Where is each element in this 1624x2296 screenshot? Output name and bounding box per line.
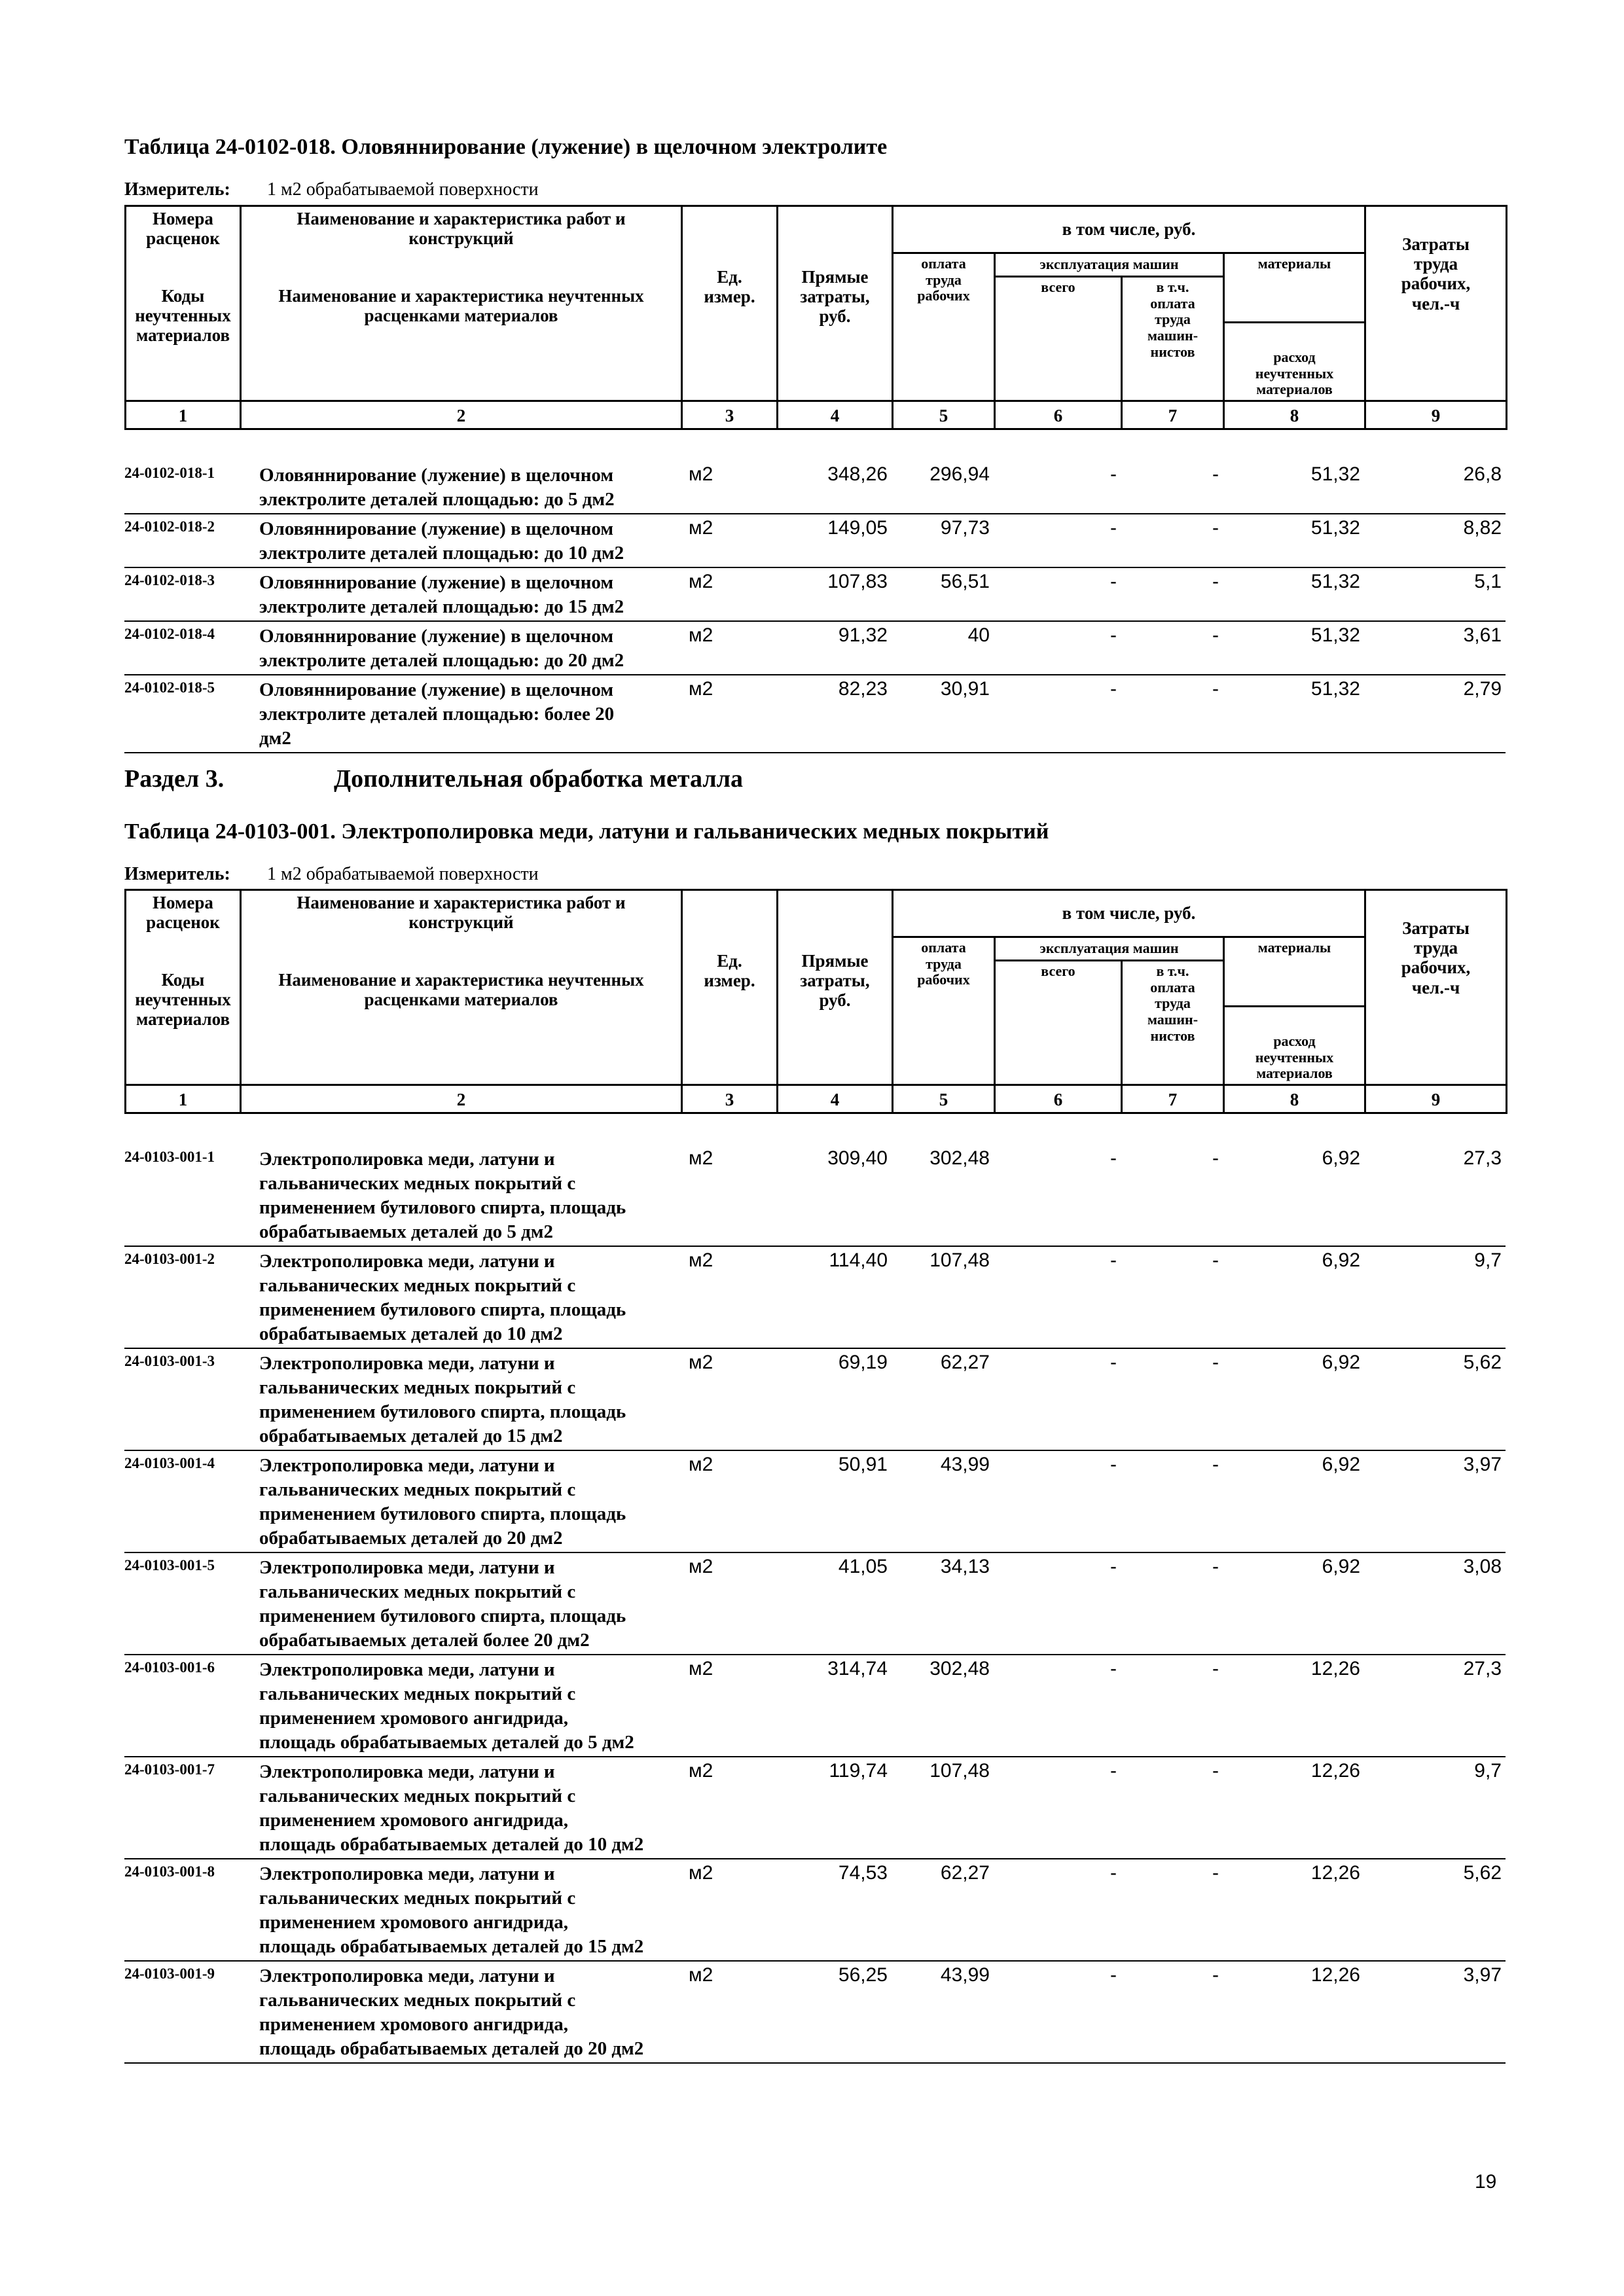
row-name-line: гальванических медных покрытий с [259,1173,576,1194]
hdr-materialy: материалы [1224,253,1365,323]
row-name-line: площадь обрабатываемых деталей до 15 дм2 [259,1936,644,1957]
row-name [240,1450,681,1552]
row-machinists-cost: - [1121,1552,1223,1655]
row-machinists-cost: - [1121,675,1223,753]
row-code: 24-0103-001-8 [124,1859,240,1961]
hdr-rashod: расход неучтенных материалов [1224,1007,1365,1085]
row-name-line: гальванических медных покрытий с [259,1683,576,1704]
row-labor-cost: 302,48 [892,1655,994,1757]
row-name-line: электролите деталей площадью: до 5 дм2 [259,489,615,510]
row-name-line: электролите деталей площадью: до 10 дм2 [259,543,624,564]
row-labor-cost: 107,48 [892,1246,994,1348]
row-machinists-cost: - [1121,1961,1223,2063]
row-name-line: применением хромового ангидрида, [259,1810,568,1831]
row-labor-cost: 43,99 [892,1450,994,1552]
table2-body [124,1145,1506,2064]
table2-measurer [124,864,539,885]
row-unit: м2 [681,1961,776,2063]
row-name-line: Электрополировка меди, латуни и [259,1251,555,1272]
hdr-col-numbers: 1 2 3 4 5 6 7 8 9 [126,1085,1507,1113]
hdr-direct: Прямые затраты, руб. [778,890,893,1085]
row-unit: м2 [681,1552,776,1655]
row-name-line: применением бутилового спирта, площадь [259,1605,626,1626]
measurer-value: 1 м2 обрабатываемой поверхности [267,179,539,200]
row-labor-hours: 5,62 [1364,1859,1506,1961]
row-unit: м2 [681,514,776,567]
row-materials-cost: 51,32 [1223,461,1364,514]
row-machines-cost: - [994,621,1121,675]
row-code: 24-0102-018-1 [124,461,240,514]
row-labor-hours: 8,82 [1364,514,1506,567]
row-unit: м2 [681,675,776,753]
table1-measurer [124,179,539,200]
hdr-materialy: материалы [1224,937,1365,1007]
row-labor-hours: 27,3 [1364,1145,1506,1246]
table-row [124,567,1506,621]
row-labor-hours: 5,1 [1364,567,1506,621]
row-machines-cost: - [994,1859,1121,1961]
hdr-nomera: Номера расценок [126,890,241,937]
row-name [240,621,681,675]
hdr-zatraty: Затраты труда рабочих, чел.-ч [1365,206,1507,401]
row-name-line: площадь обрабатываемых деталей до 20 дм2 [259,2038,644,2059]
row-unit: м2 [681,1246,776,1348]
table1-title: Таблица 24-0102-018. Оловяннирование (лужение) в щелочном электролите [124,135,888,159]
row-labor-cost: 296,94 [892,461,994,514]
row-name-line: Электрополировка меди, латуни и [259,1149,555,1170]
row-name [240,1859,681,1961]
row-name-line: применением хромового ангидрида, [259,2014,568,2035]
row-machinists-cost: - [1121,621,1223,675]
table-row [124,1552,1506,1655]
row-labor-hours: 3,08 [1364,1552,1506,1655]
hdr-naim-mat: Наименование и характеристика неучтенных расценками материалов [241,937,682,1085]
table1-header [124,205,1507,430]
row-code: 24-0103-001-9 [124,1961,240,2063]
row-name-line: гальванических медных покрытий с [259,1275,576,1296]
row-machines-cost: - [994,675,1121,753]
row-name-line: Электрополировка меди, латуни и [259,1659,555,1680]
row-direct-cost: 149,05 [776,514,892,567]
row-direct-cost: 314,74 [776,1655,892,1757]
table-row [124,675,1506,753]
row-unit: м2 [681,1348,776,1450]
row-machines-cost: - [994,1655,1121,1757]
row-name [240,1655,681,1757]
hdr-unit: Ед. измер. [682,206,778,401]
table-row [124,1655,1506,1757]
table1-body [124,461,1506,753]
row-name-line: применением бутилового спирта, площадь [259,1197,626,1218]
row-name-line: Оловяннирование (лужение) в щелочном [259,679,614,700]
row-materials-cost: 12,26 [1223,1961,1364,2063]
row-name-line: Оловяннирование (лужение) в щелочном [259,572,614,593]
row-code: 24-0102-018-3 [124,567,240,621]
row-code: 24-0102-018-2 [124,514,240,567]
hdr-kody: Коды неучтенных материалов [126,937,241,1085]
row-labor-hours: 27,3 [1364,1655,1506,1757]
row-name-line: Электрополировка меди, латуни и [259,1761,555,1782]
row-unit: м2 [681,1859,776,1961]
row-name-line: гальванических медных покрытий с [259,1990,576,2011]
row-machinists-cost: - [1121,1348,1223,1450]
row-name-line: обрабатываемых деталей более 20 дм2 [259,1630,590,1651]
row-labor-cost: 43,99 [892,1961,994,2063]
row-direct-cost: 114,40 [776,1246,892,1348]
hdr-ekspl: эксплуатация машин [995,253,1224,277]
row-name [240,675,681,753]
row-labor-hours: 3,97 [1364,1961,1506,2063]
row-direct-cost: 56,25 [776,1961,892,2063]
row-labor-cost: 97,73 [892,514,994,567]
row-machinists-cost: - [1121,1450,1223,1552]
hdr-vtch: в т.ч. оплата труда машин- нистов [1122,277,1224,401]
row-name-line: применением бутилового спирта, площадь [259,1401,626,1422]
row-machines-cost: - [994,1145,1121,1246]
row-materials-cost: 51,32 [1223,675,1364,753]
row-machinists-cost: - [1121,461,1223,514]
row-code: 24-0103-001-3 [124,1348,240,1450]
row-materials-cost: 51,32 [1223,621,1364,675]
row-name-line: гальванических медных покрытий с [259,1479,576,1500]
row-materials-cost: 12,26 [1223,1655,1364,1757]
measurer-label: Измеритель: [124,864,230,884]
row-direct-cost: 50,91 [776,1450,892,1552]
row-code: 24-0103-001-5 [124,1552,240,1655]
row-machines-cost: - [994,1757,1121,1859]
row-name-line: Электрополировка меди, латуни и [259,1965,555,1986]
row-machines-cost: - [994,514,1121,567]
row-name-line: Оловяннирование (лужение) в щелочном [259,518,614,539]
row-machines-cost: - [994,1450,1121,1552]
hdr-nomera: Номера расценок [126,206,241,253]
row-name-line: площадь обрабатываемых деталей до 10 дм2 [259,1834,644,1855]
row-unit: м2 [681,1145,776,1246]
section-number: Раздел 3. [124,765,225,793]
row-machinists-cost: - [1121,1859,1223,1961]
row-code: 24-0102-018-4 [124,621,240,675]
row-machines-cost: - [994,1348,1121,1450]
row-name-line: обрабатываемых деталей до 20 дм2 [259,1528,563,1549]
table-row [124,621,1506,675]
row-materials-cost: 6,92 [1223,1450,1364,1552]
row-name-line: электролите деталей площадью: более 20 [259,704,615,725]
table-row [124,1961,1506,2063]
row-labor-hours: 9,7 [1364,1246,1506,1348]
row-materials-cost: 6,92 [1223,1552,1364,1655]
hdr-v-tom-chisle: в том числе, руб. [893,206,1365,253]
row-name [240,1246,681,1348]
row-name-line: Электрополировка меди, латуни и [259,1557,555,1578]
row-unit: м2 [681,567,776,621]
row-name [240,1552,681,1655]
row-name-line: электролите деталей площадью: до 20 дм2 [259,650,624,671]
row-direct-cost: 41,05 [776,1552,892,1655]
row-labor-cost: 56,51 [892,567,994,621]
row-labor-hours: 3,97 [1364,1450,1506,1552]
hdr-zatraty: Затраты труда рабочих, чел.-ч [1365,890,1507,1085]
row-name-line: гальванических медных покрытий с [259,1785,576,1806]
hdr-naim-mat: Наименование и характеристика неучтенных расценками материалов [241,253,682,401]
row-name-line: Электрополировка меди, латуни и [259,1353,555,1374]
row-name-line: обрабатываемых деталей до 10 дм2 [259,1323,563,1344]
table-row [124,1859,1506,1961]
row-unit: м2 [681,461,776,514]
hdr-vtch: в т.ч. оплата труда машин- нистов [1122,961,1224,1085]
hdr-col-numbers: 1 2 3 4 5 6 7 8 9 [126,401,1507,429]
row-name [240,461,681,514]
row-unit: м2 [681,1450,776,1552]
row-code: 24-0103-001-7 [124,1757,240,1859]
section-title: Дополнительная обработка металла [334,765,744,793]
hdr-vsego: всего [995,961,1122,1085]
measurer-value: 1 м2 обрабатываемой поверхности [267,864,539,884]
row-direct-cost: 91,32 [776,621,892,675]
row-machinists-cost: - [1121,1655,1223,1757]
row-machinists-cost: - [1121,1757,1223,1859]
hdr-unit: Ед. измер. [682,890,778,1085]
row-direct-cost: 69,19 [776,1348,892,1450]
row-machines-cost: - [994,1552,1121,1655]
hdr-naim-rabot: Наименование и характеристика работ и конструкций [241,890,682,937]
hdr-kody: Коды неучтенных материалов [126,253,241,401]
row-machinists-cost: - [1121,567,1223,621]
row-name-line: электролите деталей площадью: до 15 дм2 [259,596,624,617]
table-row [124,1450,1506,1552]
table-row [124,514,1506,567]
row-name-line: Электрополировка меди, латуни и [259,1863,555,1884]
row-code: 24-0103-001-4 [124,1450,240,1552]
hdr-ekspl: эксплуатация машин [995,937,1224,961]
row-machines-cost: - [994,1246,1121,1348]
measurer-label: Измеритель: [124,179,230,200]
hdr-rashod: расход неучтенных материалов [1224,323,1365,401]
row-name [240,1961,681,2063]
row-direct-cost: 309,40 [776,1145,892,1246]
row-machines-cost: - [994,1961,1121,2063]
row-name-line: площадь обрабатываемых деталей до 5 дм2 [259,1732,634,1753]
row-materials-cost: 51,32 [1223,514,1364,567]
hdr-oplata: оплата труда рабочих [893,937,995,1085]
row-direct-cost: 348,26 [776,461,892,514]
row-machines-cost: - [994,461,1121,514]
hdr-naim-rabot: Наименование и характеристика работ и конструкций [241,206,682,253]
row-name-line: Оловяннирование (лужение) в щелочном [259,626,614,647]
row-direct-cost: 107,83 [776,567,892,621]
row-labor-hours: 5,62 [1364,1348,1506,1450]
row-labor-cost: 302,48 [892,1145,994,1246]
row-name-line: Оловяннирование (лужение) в щелочном [259,465,614,486]
row-code: 24-0103-001-6 [124,1655,240,1757]
page-number: 19 [1475,2171,1497,2193]
row-code: 24-0103-001-2 [124,1246,240,1348]
row-name [240,514,681,567]
row-machines-cost: - [994,567,1121,621]
row-name-line: обрабатываемых деталей до 15 дм2 [259,1426,563,1446]
row-name [240,1348,681,1450]
row-name-line: гальванических медных покрытий с [259,1888,576,1909]
row-name [240,1757,681,1859]
row-labor-hours: 2,79 [1364,675,1506,753]
row-name-line: гальванических медных покрытий с [259,1377,576,1398]
table-row [124,1348,1506,1450]
row-materials-cost: 6,92 [1223,1348,1364,1450]
row-direct-cost: 82,23 [776,675,892,753]
table-row [124,1145,1506,1246]
hdr-direct: Прямые затраты, руб. [778,206,893,401]
row-materials-cost: 12,26 [1223,1859,1364,1961]
row-machinists-cost: - [1121,1246,1223,1348]
row-name-line: применением бутилового спирта, площадь [259,1299,626,1320]
row-labor-hours: 9,7 [1364,1757,1506,1859]
row-unit: м2 [681,621,776,675]
row-name-line: дм2 [259,728,291,749]
hdr-vsego: всего [995,277,1122,401]
row-direct-cost: 74,53 [776,1859,892,1961]
row-labor-cost: 62,27 [892,1859,994,1961]
row-materials-cost: 6,92 [1223,1145,1364,1246]
row-name-line: обрабатываемых деталей до 5 дм2 [259,1221,554,1242]
row-code: 24-0102-018-5 [124,675,240,753]
row-machinists-cost: - [1121,1145,1223,1246]
row-direct-cost: 119,74 [776,1757,892,1859]
row-unit: м2 [681,1757,776,1859]
table2-title: Таблица 24-0103-001. Электрополировка меди, латуни и гальванических медных покрытий [124,819,1049,844]
hdr-v-tom-chisle: в том числе, руб. [893,890,1365,937]
row-labor-cost: 40 [892,621,994,675]
table-row [124,461,1506,514]
row-labor-cost: 107,48 [892,1757,994,1859]
row-labor-hours: 3,61 [1364,621,1506,675]
table-row [124,1246,1506,1348]
row-name-line: гальванических медных покрытий с [259,1581,576,1602]
table-row [124,1757,1506,1859]
row-name-line: Электрополировка меди, латуни и [259,1455,555,1476]
row-unit: м2 [681,1655,776,1757]
row-name-line: применением бутилового спирта, площадь [259,1503,626,1524]
row-labor-cost: 34,13 [892,1552,994,1655]
row-machinists-cost: - [1121,514,1223,567]
section-heading [124,764,744,793]
row-name [240,1145,681,1246]
row-materials-cost: 51,32 [1223,567,1364,621]
row-materials-cost: 6,92 [1223,1246,1364,1348]
row-code: 24-0103-001-1 [124,1145,240,1246]
row-labor-cost: 62,27 [892,1348,994,1450]
table2-header [124,889,1507,1114]
hdr-oplata: оплата труда рабочих [893,253,995,401]
row-labor-hours: 26,8 [1364,461,1506,514]
row-materials-cost: 12,26 [1223,1757,1364,1859]
row-name [240,567,681,621]
row-name-line: применением хромового ангидрида, [259,1912,568,1933]
row-labor-cost: 30,91 [892,675,994,753]
row-name-line: применением хромового ангидрида, [259,1708,568,1729]
